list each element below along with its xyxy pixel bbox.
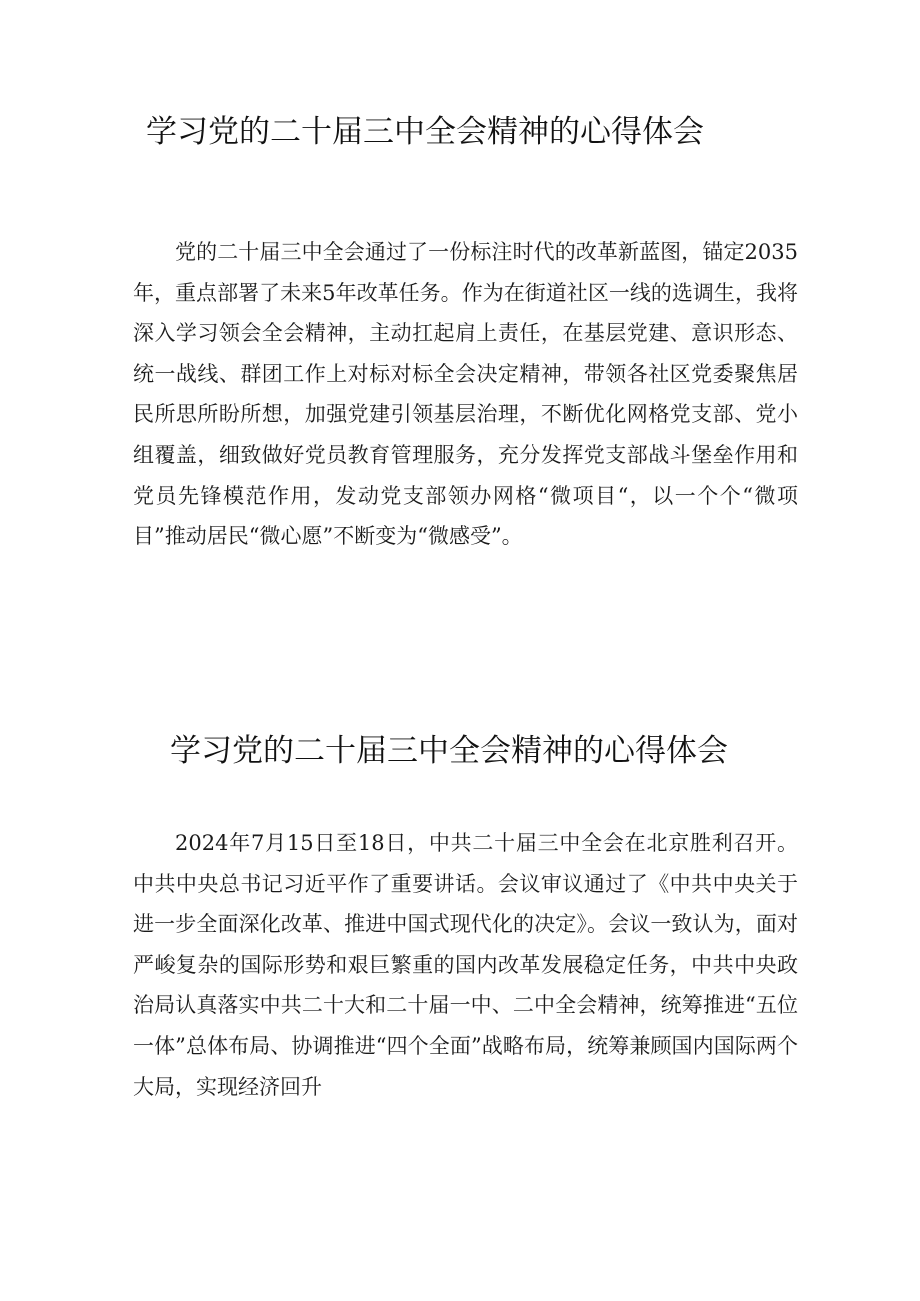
section-1-paragraph: 党的二十届三中全会通过了一份标注时代的改革新蓝图，锚定2035年，重点部署了未来5年改革任务。作为在街道社区一线的选调生，我将深入学习领会全会精神，主动扛起肩上责任，在基层党建、意识形态、统一战线、群团工作上对标对标全会决定精神，带领各社区党委聚焦居民所思所盼所想，加强党建引领基层治理，不断优化网格党支部、党小组覆盖，细致做好党员教育管理服务，充分发挥党支部战斗堡垒作用和党员先锋模范作用，发动党支部领办网格“微项目“，以一个个“微项目”推动居民“微心愿”不断变为“微感受”。 <box>133 240 798 549</box>
section-1-title: 学习党的二十届三中全会精神的心得体会 <box>146 114 704 150</box>
section-2-paragraph: 2024年7月15日至18日，中共二十届三中全会在北京胜利召开。中共中央总书记习近平作了重要讲话。会议审议通过了《中共中央关于进一步全面深化改革、推进中国式现代化的决定》。会议一致认为，面对严峻复杂的国际形势和艰巨繁重的国内改革发展稳定任务，中共中央政治局认真落实中共二十大和二十届一中、二中全会精神，统筹推进“五位一体”总体布局、协调推进“四个全面”战略布局，统筹兼顾国内国际两个大局，实现经济回升 <box>133 831 798 1099</box>
section-2-title: 学习党的二十届三中全会精神的心得体会 <box>170 733 728 769</box>
